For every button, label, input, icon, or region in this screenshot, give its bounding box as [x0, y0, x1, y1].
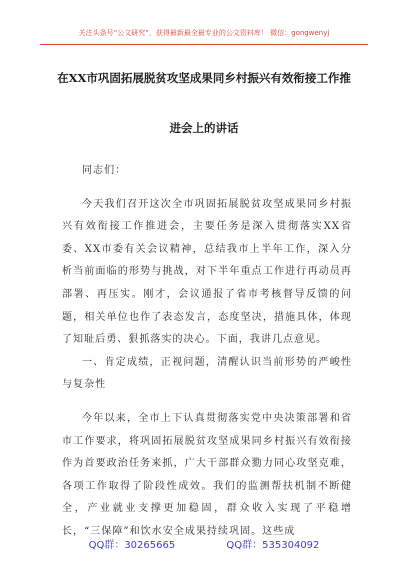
body-paragraph-1: 今天我们召开这次全市巩固拓展脱贫攻坚成果同乡村振兴有效衔接工作推进会，主要任务是深入贯彻落实XX省委、XX市委有关会议精神，总结我市上半年工作，深入分析当前面临的形势与挑战，对下半年重点工作进行再动员再部署、再压实。刚才，会议通报了省市考核督导反馈的问题，相关单位也作了表态发言，态度坚决，措施具体，体现了知耻后勇、狠抓落实的决心。下面，我讲几点意见。 — [62, 198, 352, 346]
document-title-line-1: 在XX市巩固拓展脱贫攻坚成果同乡村振兴有效衔接工作推 — [57, 71, 351, 85]
section-heading-1: 一、肯定成绩，正视问题，清醒认识当前形势的严峻性与复杂性 — [62, 356, 352, 391]
header-divider — [40, 44, 368, 45]
footer-qq-group-2: QQ群：535304092 — [226, 540, 320, 551]
salutation: 同志们： — [82, 165, 127, 176]
document-body — [62, 160, 352, 544]
header-promo-text: 关注头条号“公文研究”，获得最新最全最专业的公文资料库！ 微信：gongwenyj — [78, 29, 330, 37]
footer-qq-group-1: QQ群：30265665 — [88, 540, 176, 551]
body-paragraph-2: 今年以来，全市上下认真贯彻落实党中央决策部署和省市工作要求，将巩固拓展脱贫攻坚成果同乡村振兴有效衔接作为首要政治任务来抓，广大干部群众勠力同心攻坚克难，各项工作取得了阶段性成效。我们的监测帮扶机制不断健全，产业就业支撑更加稳固，群众收入实现了平稳增长，“三保障”和饮水安全成果持续巩固。这些成 — [62, 412, 352, 537]
document-title-line-2: 进会上的讲话 — [169, 121, 239, 135]
footer-contact — [0, 536, 408, 551]
